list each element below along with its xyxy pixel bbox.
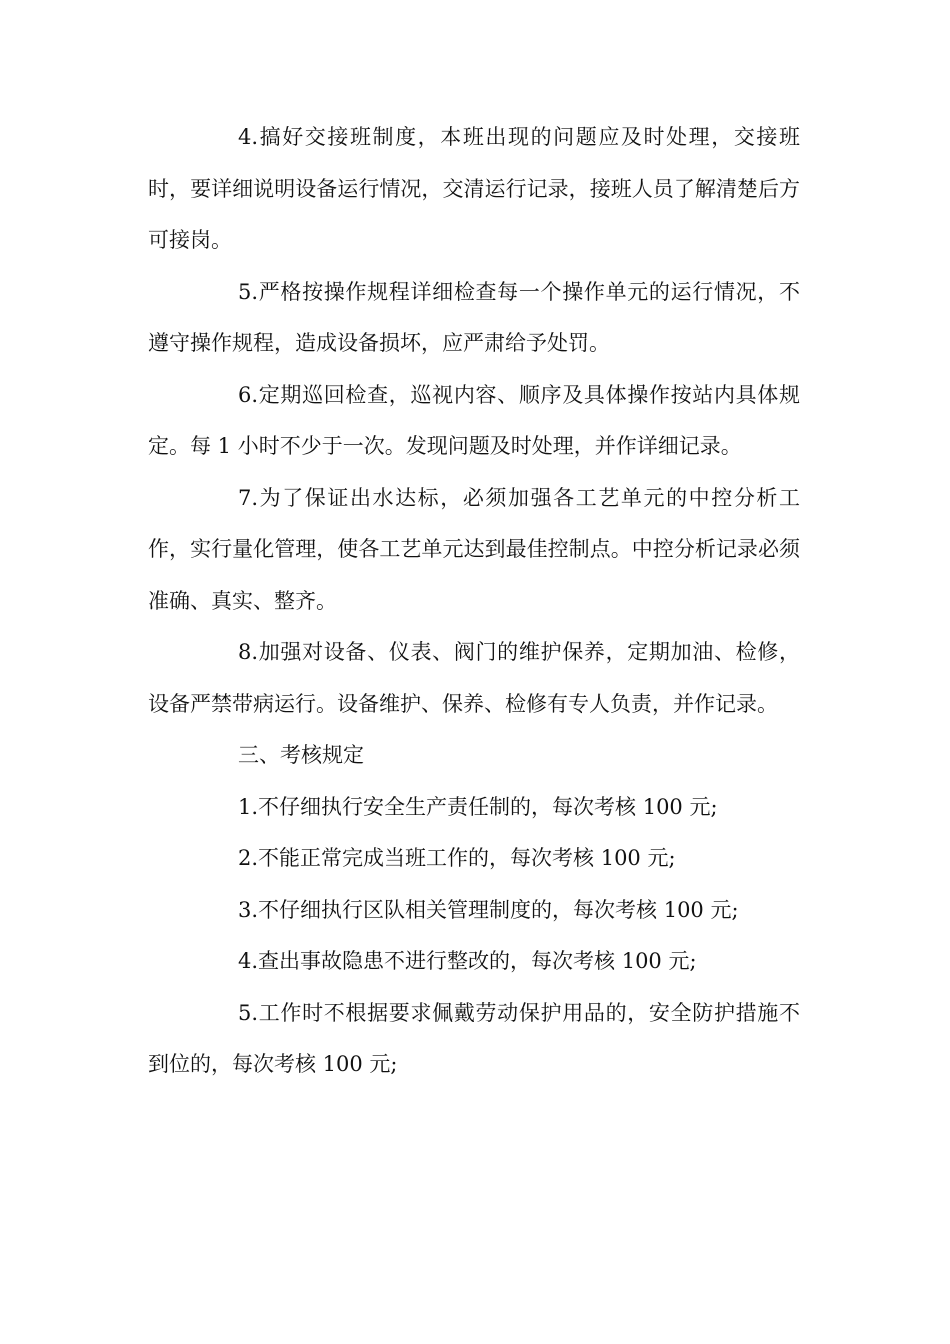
section-heading-assessment: 三、考核规定 [238,743,364,767]
document-body [148,112,800,1091]
paragraph-shift-handover: 4.搞好交接班制度，本班出现的问题应及时处理，交接班时，要详细说明设备运行情况，交清运行记录，接班人员了解清楚后方可接岗。 [148,125,800,252]
paragraph-central-control-analysis: 7.为了保证出水达标，必须加强各工艺单元的中控分析工作，实行量化管理，使各工艺单元达到最佳控制点。中控分析记录必须准确、真实、整齐。 [148,485,800,613]
paragraph-patrol-inspection: 6.定期巡回检查，巡视内容、顺序及具体操作按站内具体规定。每 1 小时不少于一次。发现问题及时处理，并作详细记录。 [148,382,800,458]
paragraph-operating-rules: 5.严格按操作规程详细检查每一个操作单元的运行情况，不遵守操作规程，造成设备损坏，应严肃给予处罚。 [148,279,800,355]
assessment-item-5: 5.工作时不根据要求佩戴劳动保护用品的，安全防护措施不到位的，每次考核 100 元; [148,1000,800,1076]
assessment-item-4: 4.查出事故隐患不进行整改的，每次考核 100 元; [238,949,697,973]
assessment-item-2: 2.不能正常完成当班工作的，每次考核 100 元; [238,846,676,870]
paragraph-equipment-maintenance: 8.加强对设备、仪表、阀门的维护保养，定期加油、检修，设备严禁带病运行。设备维护、保养、检修有专人负责，并作记录。 [148,640,800,716]
assessment-item-3: 3.不仔细执行区队相关管理制度的，每次考核 100 元; [238,897,739,922]
assessment-item-1: 1.不仔细执行安全生产责任制的，每次考核 100 元; [238,794,718,819]
